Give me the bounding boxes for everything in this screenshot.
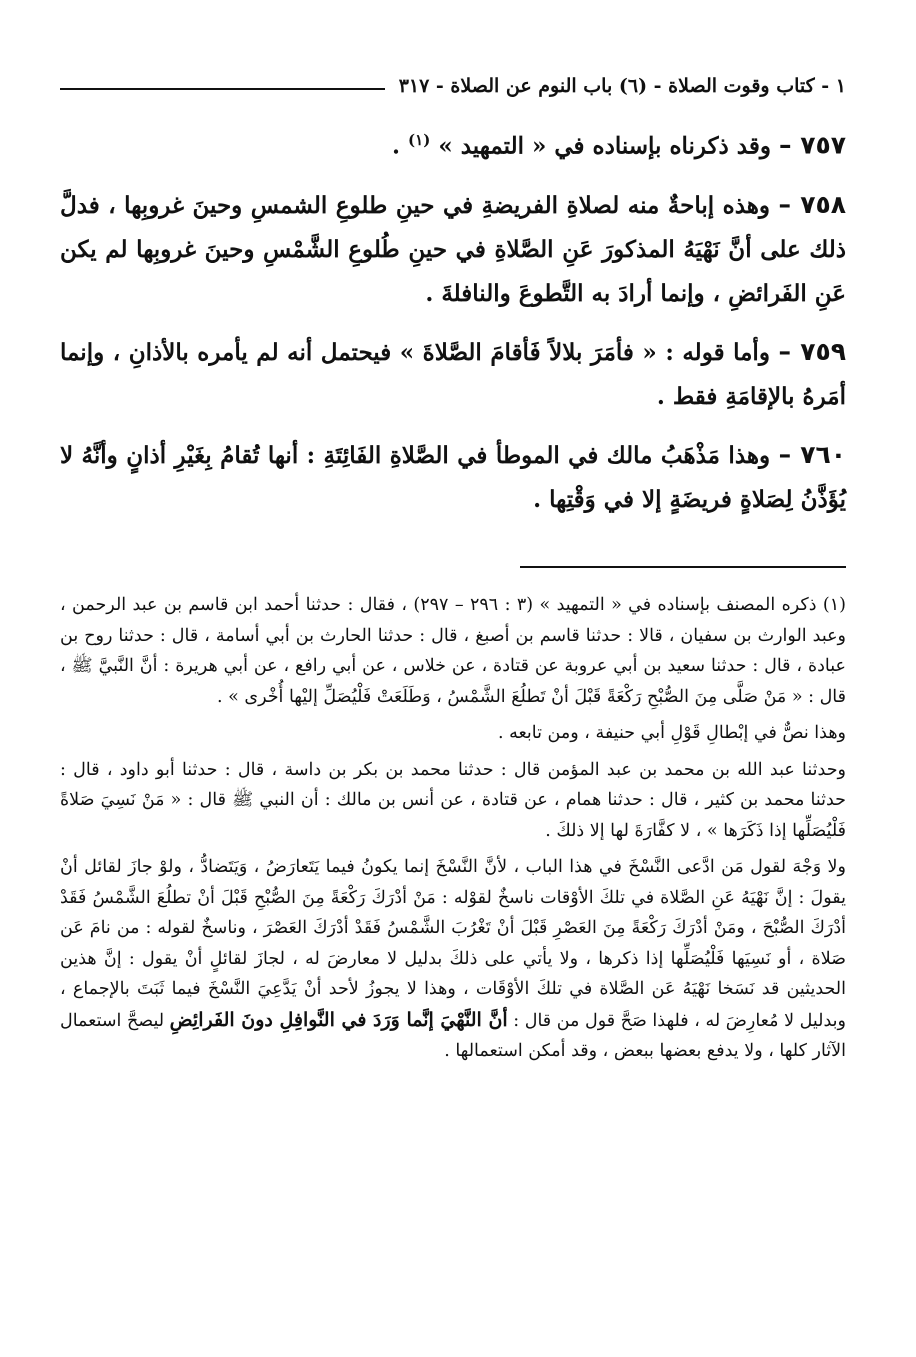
header-title: ١ - كتاب وقوت الصلاة - (٦) باب النوم عن الصلاة - ٣١٧ <box>398 75 846 97</box>
paragraph-757 <box>60 118 846 169</box>
paragraph-text: وأما قوله : « فأمَرَ بلالاً فَأقامَ الصَّلاةَ » فيحتمل أنه لم يأمره بالأذانِ ، وإنما أمَرهُ بالإقامَةِ فقط . <box>60 338 846 410</box>
paragraph-758 <box>60 183 846 316</box>
footnote-paragraph: وهذا نصٌّ في إبْطالِ قَوْلِ أبي حنيفة ، ومن تابعه . <box>497 723 846 743</box>
footnote-paragraph <box>60 852 846 1067</box>
paragraph-text: وهذا مَذْهَبُ مالك في الموطأ في الصَّلاةِ الفَائِتَةِ : أنها تُقامُ بِغَيْرِ أذانٍ وأنَّهُ لا يُؤَذَّنُ لِصَلاةٍ فريضَةٍ إلا في وَقْتِها . <box>60 441 846 513</box>
paragraph-text: وقد ذكرناه بإسناده في « التمهيد » <box>438 132 771 160</box>
header-rule <box>60 88 385 90</box>
paragraph-number: ٧٥٨ – <box>778 189 846 219</box>
paragraph-760 <box>60 433 846 522</box>
paragraph-tail: . <box>392 132 401 160</box>
paragraph-text: وهذه إباحةٌ منه لصلاةِ الفريضةِ في حينِ طلوعِ الشمسِ وحينَ غروبِها ، فدلَّ ذلك على أنَّ نَهْيَهُ المذكورَ عَنِ الصَّلاةِ في حينِ طُلوعِ الشَّمْسِ وحينَ غروبِها لم يكن عَنِ الفَرائضِ ، وإنما أرادَ به التَّطوعَ والنافلةَ . <box>60 191 846 307</box>
book-page <box>60 0 846 1357</box>
footnote-text: ولا وَجْهَ لقول مَن ادَّعى النَّسْخَ في هذا الباب ، لأنَّ النَّسْخَ إنما يكونُ فيما يَتَعارَضُ ، وَيَتَضادُّ ، ولوْ جازَ لقائل أنْ يقولَ : إنَّ نَهْيَهُ عَنِ الصَّلاة في تلكَ الأوْقات ناسخٌ لقوْله : مَنْ أدْرَكَ رَكْعَةً مِنَ الصُّبْحِ قَبْلَ أنْ تطلُعَ الشَّمْسُ فَقَدْ أدْرَكَ الصُّبْحَ ، ومَنْ أدْرَكَ رَكْعَةً مِنَ العَصْرِ قَبْلَ أنْ تَغْرُبَ الشَّمْسُ فَقَدْ أدْرَكَ العَصْرَ ، وناسخٌ لقوله : من نامَ عَن صَلاة ، أو نَسِيَها فَلْيُصَلِّها إذا ذكرها ، ولا يأتي على ذلكَ بدليل لا معارضَ له ، لجازَ لقائلٍ أنْ يقول : إنَّ هذين الحديثين قد نَسَخا نَهْيَهُ عَن الصَّلاة في تلكَ الأوْقَات ، وهذا لا يجوزُ لأحد أنْ يَدَّعِيَ النَّسْخَ فيما ثَبَتَ بالإجماع ، وبدليل لا مُعارِضَ له ، فلهذا صَحَّ قول من قال : <box>60 857 846 1031</box>
footnote-divider <box>520 566 846 568</box>
main-text <box>60 118 846 536</box>
paragraph-number: ٧٦٠ – <box>778 439 846 469</box>
footnote-bold-quote: أنَّ النَّهْيَ إنَّما وَرَدَ في النَّوافِلِ دونَ الفَرائِضِ <box>169 1008 508 1031</box>
footnote-paragraph: وحدثنا عبد الله بن محمد بن عبد المؤمن قال : حدثنا محمد بن بكر بن داسة ، قال : حدثنا أبو داود ، قال : حدثنا محمد بن كثير ، قال : حدثنا همام ، عن قتادة ، عن أنس بن مالك : أن النبي ﷺ قال : « مَنْ نَسِيَ صَلاةً فَلْيُصَلِّها إذا ذَكَرَها » ، لا كفَّارَةَ لها إلا ذلكَ . <box>60 759 846 841</box>
running-header <box>60 66 846 106</box>
footnote-text-tail: ليصحَّ استعمال الآثار كلها ، ولا يدفع بعضها ببعض ، وقد أمكن استعمالها . <box>60 1010 846 1061</box>
paragraph-number: ٧٥٧ – <box>779 130 846 160</box>
footnote-1: (١) ذكره المصنف بإسناده في « التمهيد » (٣ : ٢٩٦ – ٢٩٧) ، فقال : حدثنا أحمد ابن قاسم بن عبد الرحمن ، وعبد الوارث بن سفيان ، قالا : حدثنا قاسم بن أصبغ ، قال : حدثنا الحارث بن أبي أسامة ، قال : حدثنا روح بن عبادة ، قال : حدثنا سعيد بن أبي عروبة عن قتادة ، عن خلاس ، عن أبي رافع ، عن أبي هريرة : أنَّ النَّبيَّ ﷺ ، قال : « مَنْ صَلَّى مِنَ الصُّبْحِ رَكْعَةً قَبْلَ أنْ تَطلُعَ الشَّمْسُ ، وَطَلَعَتْ فَلْيُصَلِّ إليْها أُخْرى » . <box>60 595 846 707</box>
footnote-reference[interactable]: (١) <box>408 131 431 149</box>
paragraph-759 <box>60 330 846 419</box>
paragraph-number: ٧٥٩ – <box>778 336 846 366</box>
footnotes <box>60 590 846 1073</box>
